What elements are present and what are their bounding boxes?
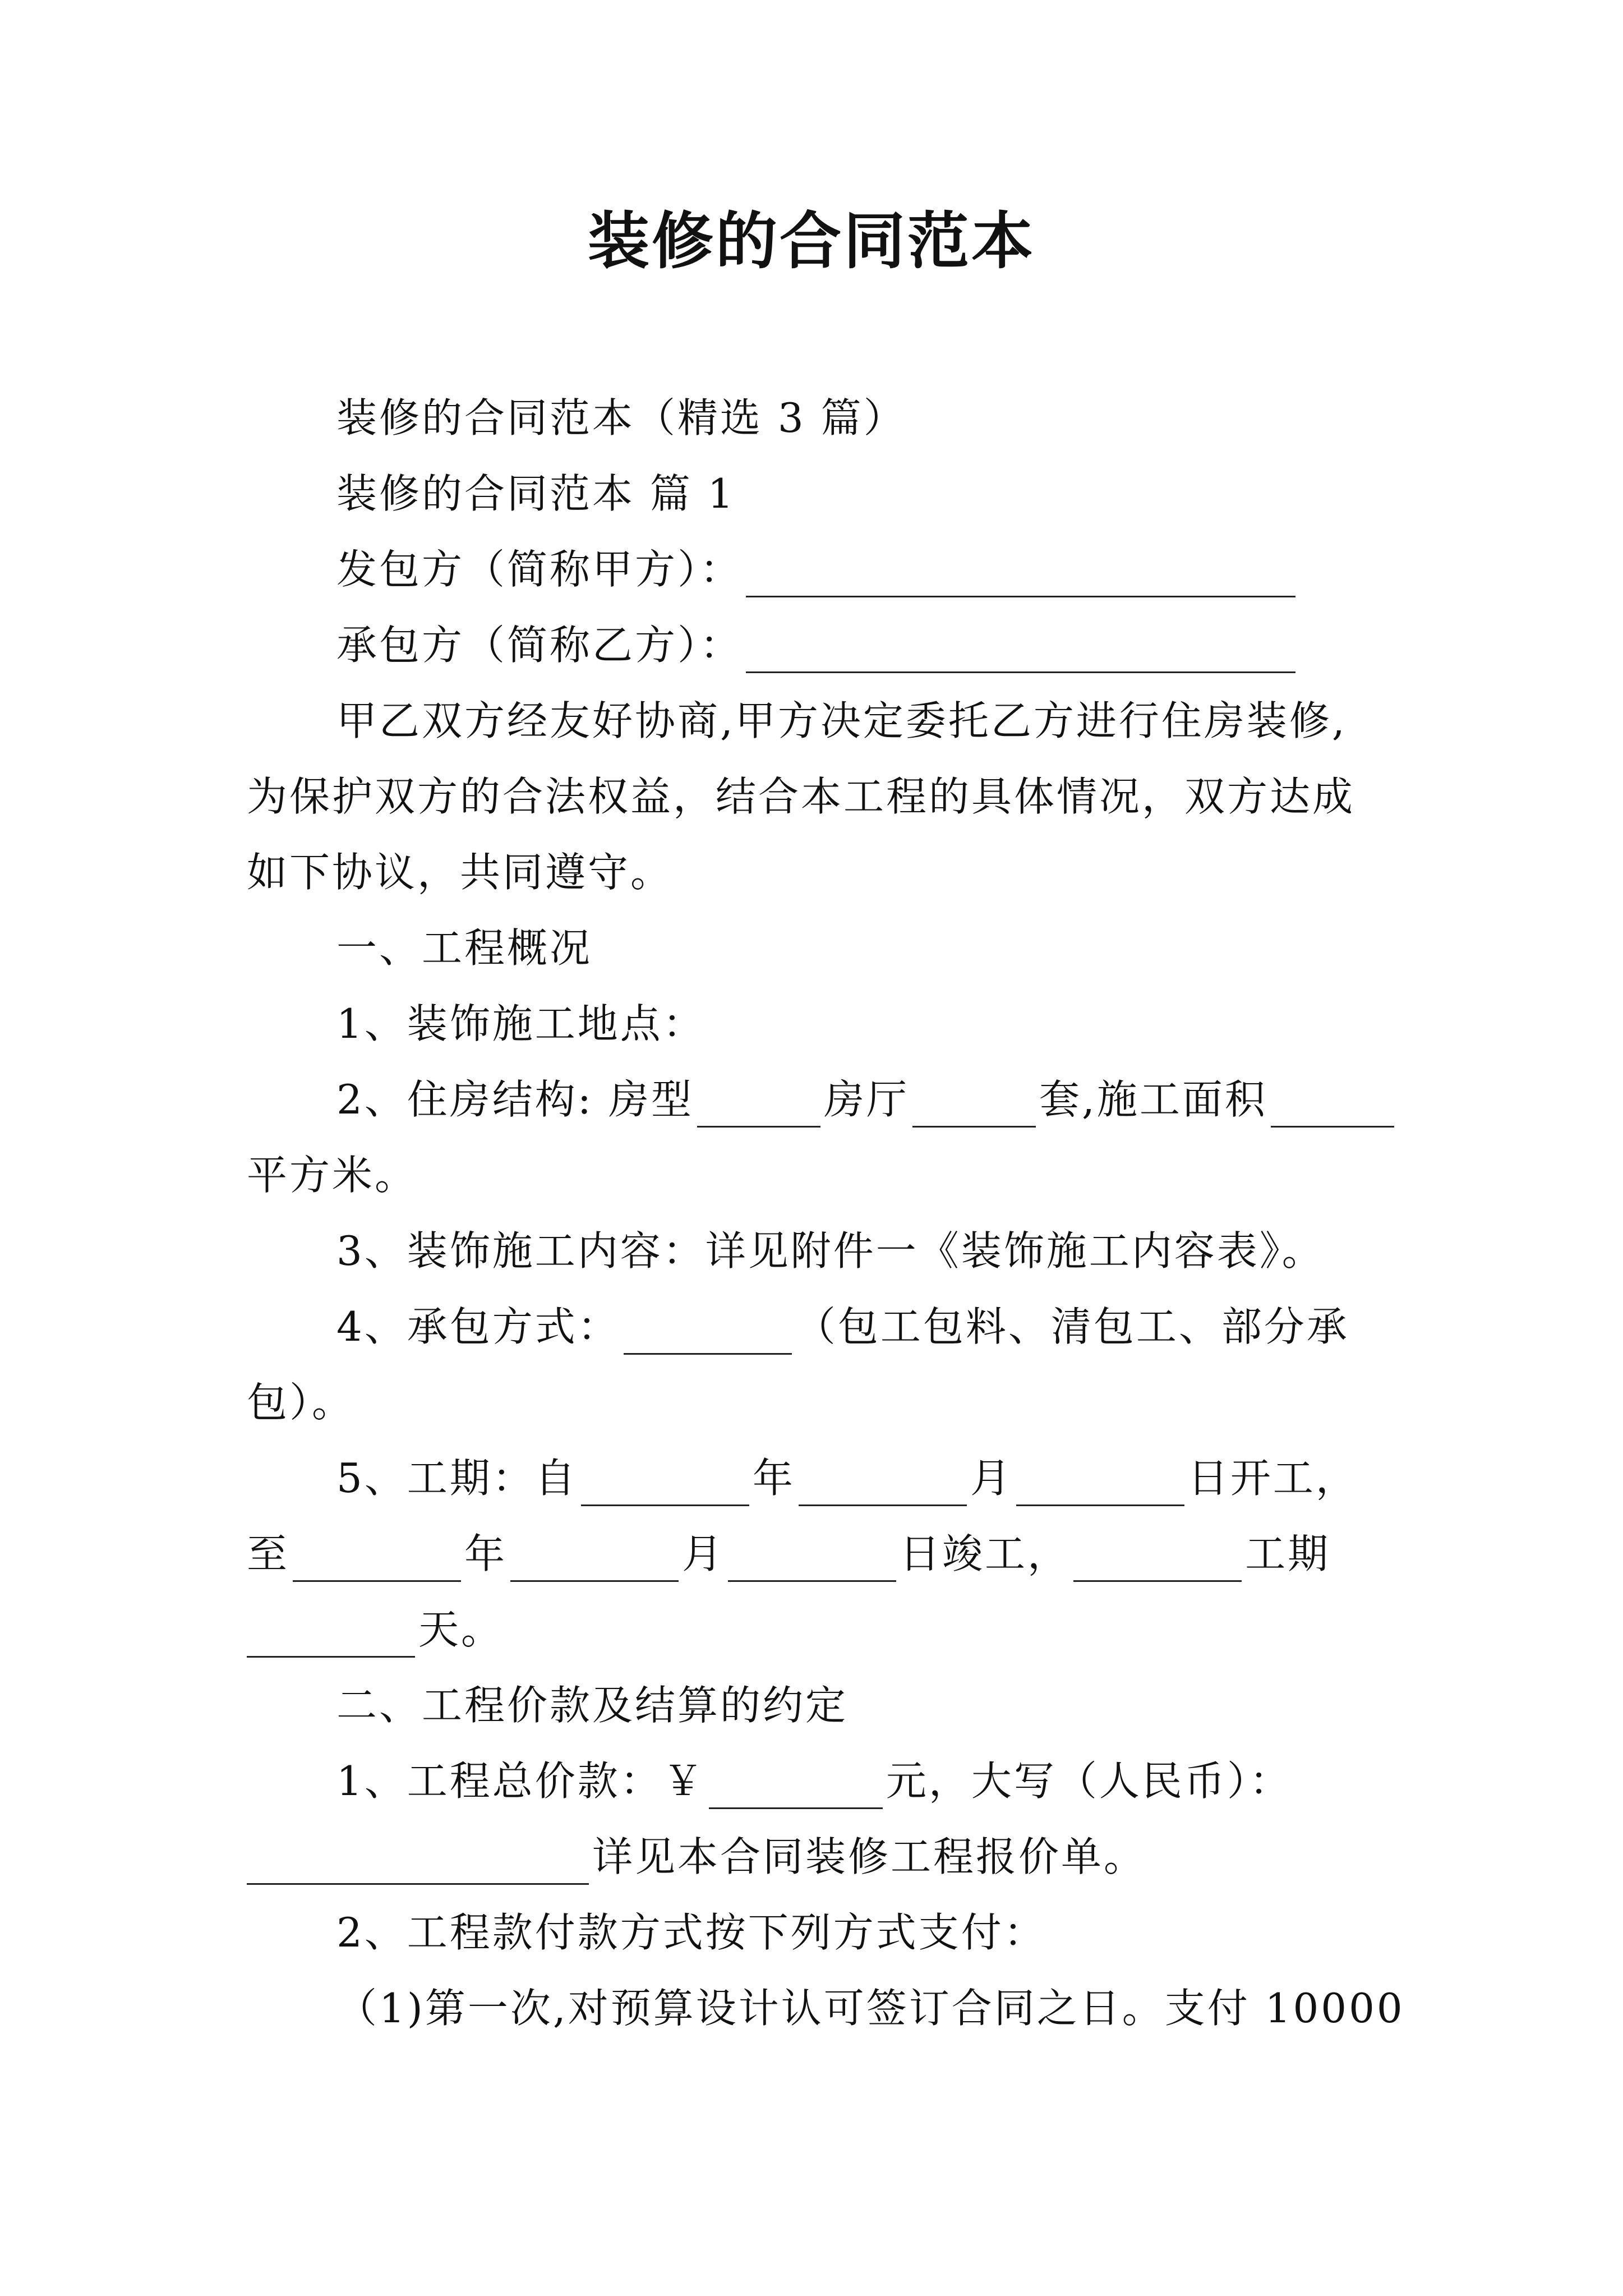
schedule-start-label: 5、工期：自 <box>336 1455 578 1502</box>
contract-method-options: （包工包料、清包工、部分承 <box>795 1303 1349 1350</box>
total-price-blank[interactable] <box>709 1763 883 1809</box>
party-a-blank[interactable] <box>746 551 1295 597</box>
party-b-blank[interactable] <box>746 627 1295 673</box>
hall-count-blank[interactable] <box>912 1081 1036 1128</box>
price-reference-text: 详见本合同装修工程报价单。 <box>592 1833 1147 1880</box>
duration-days-label: 天。 <box>418 1606 504 1653</box>
end-year-label: 年 <box>464 1530 508 1577</box>
body-paragraph-line-2: 为保护双方的合法权益，结合本工程的具体情况，双方达成 <box>247 773 1355 820</box>
document-title: 装修的合同范本 <box>588 205 1035 277</box>
duration-prefix-blank[interactable] <box>1073 1535 1242 1582</box>
section-heading-line: 装修的合同范本 篇 1 <box>336 470 736 517</box>
end-day-label: 日竣工， <box>900 1530 1071 1577</box>
payment-method-line: 2、工程款付款方式按下列方式支付： <box>336 1909 1046 1956</box>
start-year-blank[interactable] <box>581 1460 749 1506</box>
room-hall-label: 房厅 <box>823 1076 909 1123</box>
room-type-blank[interactable] <box>697 1081 820 1128</box>
body-paragraph-line-1: 甲乙双方经友好协商,甲方决定委托乙方进行住房装修, <box>336 697 1347 744</box>
end-day-blank[interactable] <box>728 1535 896 1582</box>
party-a-label: 发包方（简称甲方）： <box>336 546 743 593</box>
body-paragraph-line-3: 如下协议，共同遵守。 <box>247 849 674 896</box>
contract-method-blank[interactable] <box>624 1308 792 1355</box>
section-one-heading: 一、工程概况 <box>336 924 593 972</box>
schedule-end-line <box>247 1526 1391 1582</box>
subtitle-line: 装修的合同范本（精选 3 篇） <box>336 394 906 441</box>
duration-days-line <box>247 1602 1391 1658</box>
housing-structure-line <box>336 1071 1391 1128</box>
construction-site-line: 1、装饰施工地点： <box>336 1000 706 1047</box>
contract-method-line-end: 包）。 <box>247 1379 355 1426</box>
party-b-line <box>336 617 1391 673</box>
housing-structure-label: 2、住房结构: 房型 <box>336 1076 694 1123</box>
end-month-blank[interactable] <box>510 1535 679 1582</box>
start-day-label: 日开工， <box>1187 1455 1358 1502</box>
total-price-line <box>336 1753 1391 1809</box>
party-b-label: 承包方（简称乙方）： <box>336 622 743 669</box>
total-price-label: 1、工程总价款：￥ <box>336 1757 706 1805</box>
total-price-capital-label: 元，大写（人民币）： <box>886 1757 1292 1805</box>
start-month-label: 月 <box>970 1455 1013 1502</box>
schedule-end-label: 至 <box>247 1530 290 1577</box>
duration-label: 工期 <box>1245 1530 1331 1577</box>
start-month-blank[interactable] <box>799 1460 967 1506</box>
area-blank[interactable] <box>1271 1081 1394 1128</box>
schedule-start-line <box>336 1450 1391 1506</box>
end-month-label: 月 <box>682 1530 725 1577</box>
area-label: 套,施工面积 <box>1039 1076 1267 1123</box>
contract-method-line <box>336 1299 1391 1355</box>
contract-method-label: 4、承包方式： <box>336 1303 620 1350</box>
section-two-heading: 二、工程价款及结算的约定 <box>336 1682 849 1729</box>
construction-content-line: 3、装饰施工内容：详见附件一《装饰施工内容表》。 <box>336 1227 1325 1274</box>
end-year-blank[interactable] <box>293 1535 461 1582</box>
price-reference-line <box>247 1829 1391 1885</box>
square-meters-line: 平方米。 <box>247 1152 418 1199</box>
start-year-label: 年 <box>752 1455 795 1502</box>
duration-days-blank[interactable] <box>247 1611 415 1658</box>
capital-amount-blank[interactable] <box>247 1838 589 1885</box>
first-payment-line: （1)第一次,对预算设计认可签订合同之日。支付 10000 <box>336 1985 1405 2032</box>
start-day-blank[interactable] <box>1016 1460 1184 1506</box>
party-a-line <box>336 541 1391 597</box>
